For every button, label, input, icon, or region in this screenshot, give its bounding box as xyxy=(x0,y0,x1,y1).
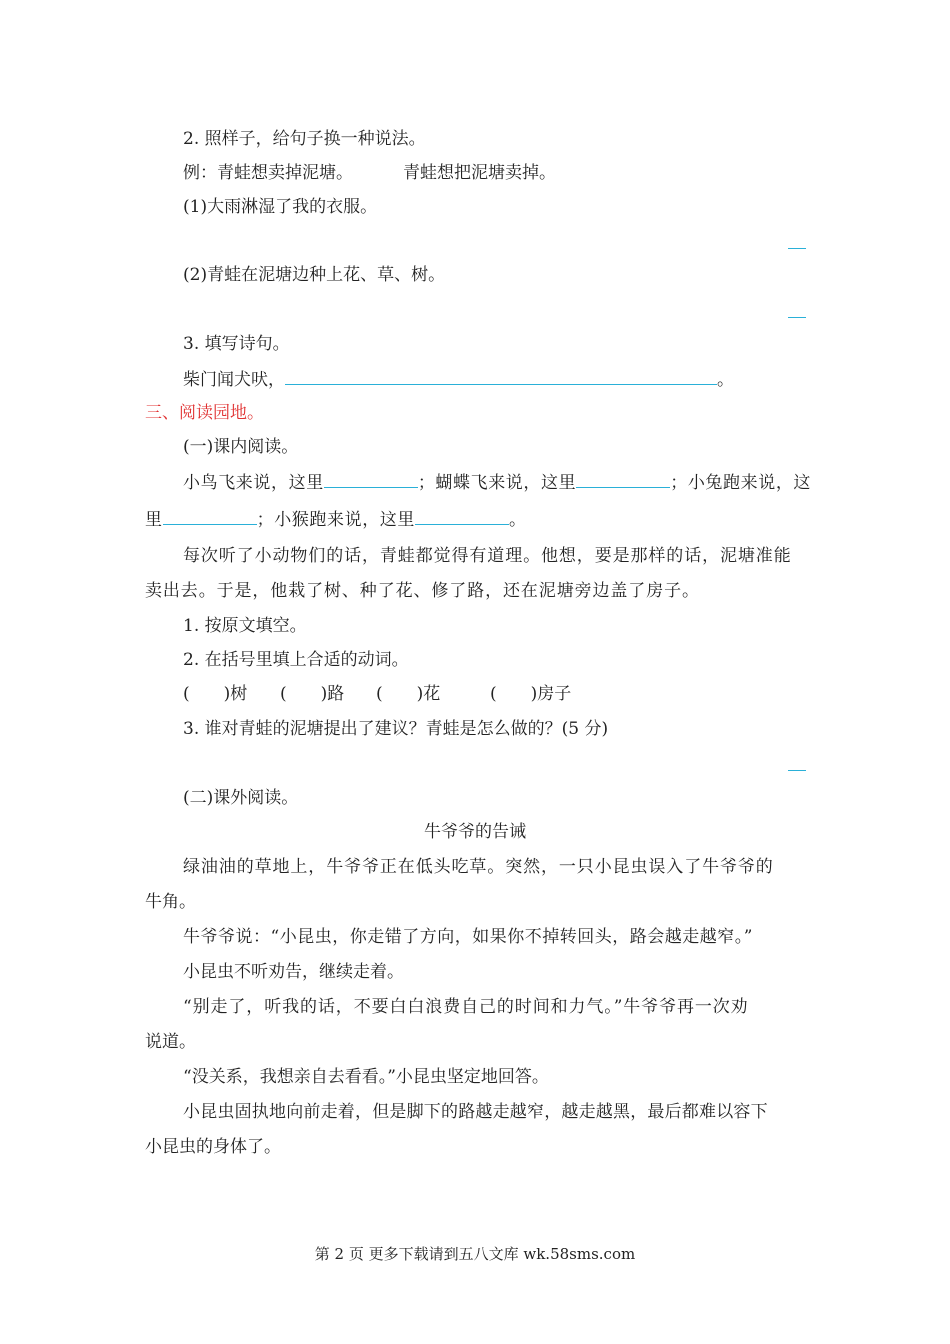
story-paragraph-6-line-2: 小昆虫的身体了。 xyxy=(145,1137,281,1157)
answer-line-1[interactable] xyxy=(788,248,806,249)
reading-question-2: 2. 在括号里填上合适的动词。 xyxy=(183,650,409,670)
fill-blank-4[interactable] xyxy=(415,508,509,525)
passage-1-line-2 xyxy=(145,508,527,531)
fill-blank-3[interactable] xyxy=(163,508,257,525)
story-paragraph-6-line-1: 小昆虫固执地向前走着，但是脚下的路越走越窄，越走越黑，最后都难以容下 xyxy=(183,1102,768,1122)
section-3-heading: 三、阅读园地。 xyxy=(145,403,264,423)
verb-blank-tree[interactable]: ( )树 xyxy=(183,684,248,704)
fill-blank-1[interactable] xyxy=(324,471,418,488)
poem-end: 。 xyxy=(717,370,734,390)
question-2-item-2: (2)青蛙在泥塘边种上花、草、树。 xyxy=(183,265,446,285)
passage-2-line-1: 每次听了小动物们的话，青蛙都觉得有道理。他想，要是那样的话，泥塘准能 xyxy=(183,546,792,566)
story-paragraph-5: “没关系，我想亲自去看看。”小昆虫坚定地回答。 xyxy=(183,1067,549,1087)
passage-2-line-2: 卖出去。于是，他栽了树、种了花、修了路，还在泥塘旁边盖了房子。 xyxy=(145,581,700,601)
poem-line xyxy=(183,368,734,391)
story-paragraph-2: 牛爷爷说：“小昆虫，你走错了方向，如果你不掉转回头，路会越走越窄。” xyxy=(183,927,753,947)
story-paragraph-4-line-1: “别走了，听我的话，不要白白浪费自己的时间和力气。”牛爷爷再一次劝 xyxy=(183,997,749,1017)
question-2-item-1: (1)大雨淋湿了我的衣服。 xyxy=(183,197,378,217)
story-paragraph-1-line-2: 牛角。 xyxy=(145,892,196,912)
fill-blank-2[interactable] xyxy=(576,471,670,488)
passage-text: 里 xyxy=(145,510,163,530)
passage-text: ；蝴蝶飞来说，这里 xyxy=(417,473,577,493)
verb-blank-house[interactable]: ( )房子 xyxy=(490,684,572,704)
passage-text: 小鸟飞来说，这里 xyxy=(183,473,324,493)
answer-line-3[interactable] xyxy=(788,770,806,771)
part-2-title: (二)课外阅读。 xyxy=(183,788,299,808)
answer-line-2[interactable] xyxy=(788,317,806,318)
page-footer: 第 2 页 更多下载请到五八文库 wk.58sms.com xyxy=(314,1245,636,1263)
question-3-title: 3. 填写诗句。 xyxy=(183,334,290,354)
verb-blank-flower[interactable]: ( )花 xyxy=(376,684,441,704)
example-sentence-a: 例：青蛙想卖掉泥塘。 xyxy=(183,163,353,183)
verb-blank-road[interactable]: ( )路 xyxy=(280,684,345,704)
story-paragraph-4-line-2: 说道。 xyxy=(145,1032,196,1052)
poem-text: 柴门闻犬吠， xyxy=(183,370,285,390)
passage-text: 。 xyxy=(509,510,527,530)
reading-question-1: 1. 按原文填空。 xyxy=(183,616,307,636)
passage-1-line-1 xyxy=(183,471,811,494)
passage-text: ；小兔跑来说，这 xyxy=(670,473,812,493)
story-title: 牛爷爷的告诫 xyxy=(424,822,526,842)
story-paragraph-1-line-1: 绿油油的草地上，牛爷爷正在低头吃草。突然，一只小昆虫误入了牛爷爷的 xyxy=(183,857,774,877)
poem-blank[interactable] xyxy=(285,368,717,385)
passage-text: ；小猴跑来说，这里 xyxy=(256,510,416,530)
example-sentence-b: 青蛙想把泥塘卖掉。 xyxy=(403,163,556,183)
story-paragraph-3: 小昆虫不听劝告，继续走着。 xyxy=(183,962,404,982)
reading-question-3: 3. 谁对青蛙的泥塘提出了建议？青蛙是怎么做的？(5 分) xyxy=(183,719,609,739)
part-1-title: (一)课内阅读。 xyxy=(183,437,299,457)
question-2-title: 2. 照样子，给句子换一种说法。 xyxy=(183,129,426,149)
